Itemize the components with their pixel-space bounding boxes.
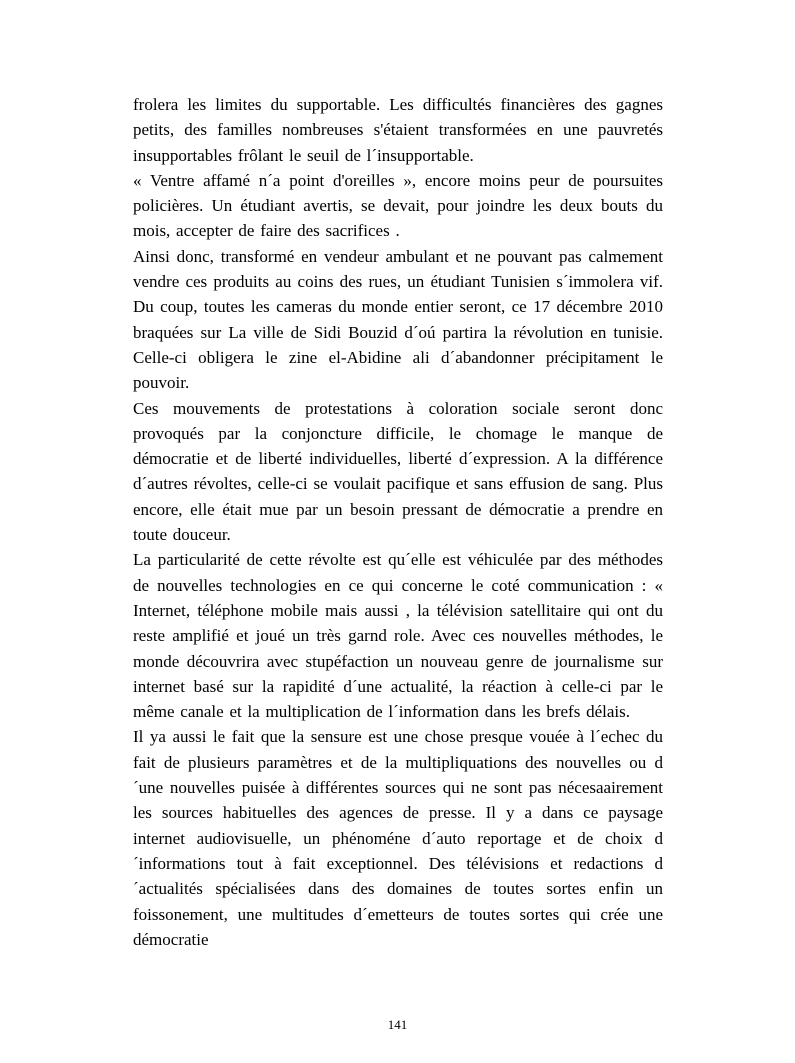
paragraph: Ainsi donc, transformé en vendeur ambulant et ne pouvant pas calmement vendre ces produits au coins des rues, un étudiant Tunisien s´immolera vif. Du coup, toutes les cameras du monde entier seront, ce 17 décembre 2010 braquées sur La ville de Sidi Bouzid d´oú partira la révolution en tunisie. Celle-ci obligera le zine el-Abidine ali d´abandonner précipitament le pouvoir. [133,246,663,393]
paragraph: « Ventre affamé n´a point d'oreilles », encore moins peur de poursuites policières. Un étudiant avertis, se devait, pour joindre les deux bouts du mois, accepter de faire des sacrifices . [133,170,663,241]
paragraph: Il ya aussi le fait que la sensure est une chose presque vouée à l´echec du fait de plusieurs paramètres et de la multipliquations des nouvelles ou d´une nouvelles puisée à différentes sources qui ne sont pas nécesaairement les sources habituelles des agences de presse. Il y a dans ce paysage internet audiovisuelle, un phénoméne d´auto reportage et de choix d´informations tout à fait exceptionnel. Des télévisions et redactions d´actualités spécialisées dans des domaines de toutes sortes enfin un foissonement, une multitudes d´emetteurs de toutes sortes qui crée une démocratie [133,727,663,949]
text-block [133,92,663,952]
paragraph: frolera les limites du supportable. Les difficultés financières des gagnes petits, des familles nombreuses s'étaient transformées en une pauvretés insupportables frôlant le seuil de l´insupportable. [133,95,663,165]
paragraph: Ces mouvements de protestations à coloration sociale seront donc provoqués par la conjoncture difficile, le chomage le manque de démocratie et de liberté individuelles, liberté d´expression. A la différence d´autres révoltes, celle-ci se voulait pacifique et sans effusion de sang. Plus encore, elle était mue par un besoin pressant de démocratie a prendre en toute douceur. [133,398,663,545]
page-number: 141 [387,1017,408,1032]
paragraph: La particularité de cette révolte est qu´elle est véhiculée par des méthodes de nouvelles technologies en ce qui concerne le coté communication : « Internet, téléphone mobile mais aussi , la télévision satellitaire qui ont du reste amplifié et joué un très garnd role. Avec ces nouvelles méthodes, le monde découvrira avec stupéfaction un nouveau genre de journalisme sur internet basé sur la rapidité d´une actualité, la réaction à celle-ci par le même canale et la multiplication de l´information dans les brefs délais. [133,550,663,722]
